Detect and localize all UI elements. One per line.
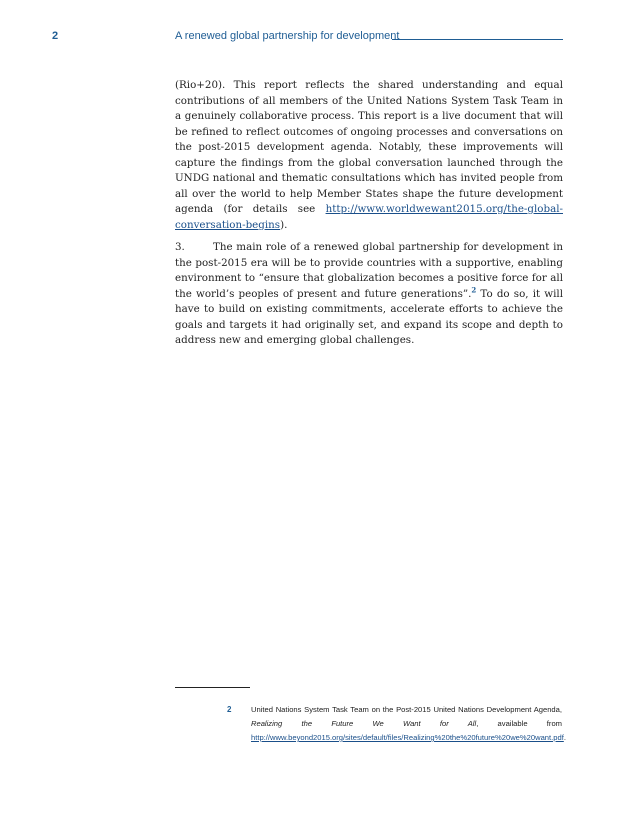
paragraph-3	[175, 240, 563, 349]
body-text	[175, 78, 563, 356]
beyond2015-link[interactable]: http://www.beyond2015.org/sites/default/files/Realizing%20the%20future%20we%20want.pdf	[251, 733, 564, 742]
paragraph-continued	[175, 78, 563, 233]
footnote-text	[251, 703, 566, 745]
footnote-separator	[175, 687, 250, 688]
header-title: A renewed global partnership for development	[175, 30, 400, 42]
header-page-number: 2	[52, 30, 59, 42]
footnote-reference[interactable]: 2	[471, 285, 477, 295]
footnote-text-a: United Nations System Task Team on the Post-2015 United Nations Development Agenda,	[251, 705, 562, 714]
header-rule	[392, 39, 563, 40]
paragraph-text: (Rio+20). This report reflects the shared understanding and equal contributions of all members of the United Nations System Task Team in a genuinely collaborative process. This report is a live document that will be refined to reflect outcomes of ongoing processes and conversations on the post-2015 development agenda. Notably, these improvements will capture the findings from the global conversation launched through the UNDG national and thematic consultations which has invited people from all over the world to help Member States shape the future development agenda (for details see	[175, 79, 563, 215]
footnote-end: .	[563, 733, 566, 742]
footnote-title: Realizing the Future We Want for All	[251, 719, 477, 728]
footnote-mark: 2	[227, 705, 232, 714]
paragraph-text: The main role of a renewed global partnership for development in the post-2015 era will be to provide countries with a supportive, enabling environment to “ensure that globalization becomes a positive force for all the world’s peoples of present and future generations”.	[175, 241, 563, 300]
paragraph-text-cont: To do so, it will have to build on existing commitments, accelerate efforts to achieve the goals and targets it had originally set, and expand its scope and depth to address new and emerging global challenges.	[175, 287, 563, 346]
worldwewant-link[interactable]: http://www.worldwewant2015.org/the-global-conversation-begins	[175, 203, 563, 231]
paragraph-end: ).	[280, 218, 288, 231]
paragraph-number: 3.	[175, 241, 185, 253]
footnote-text-b: , available from	[476, 719, 562, 728]
